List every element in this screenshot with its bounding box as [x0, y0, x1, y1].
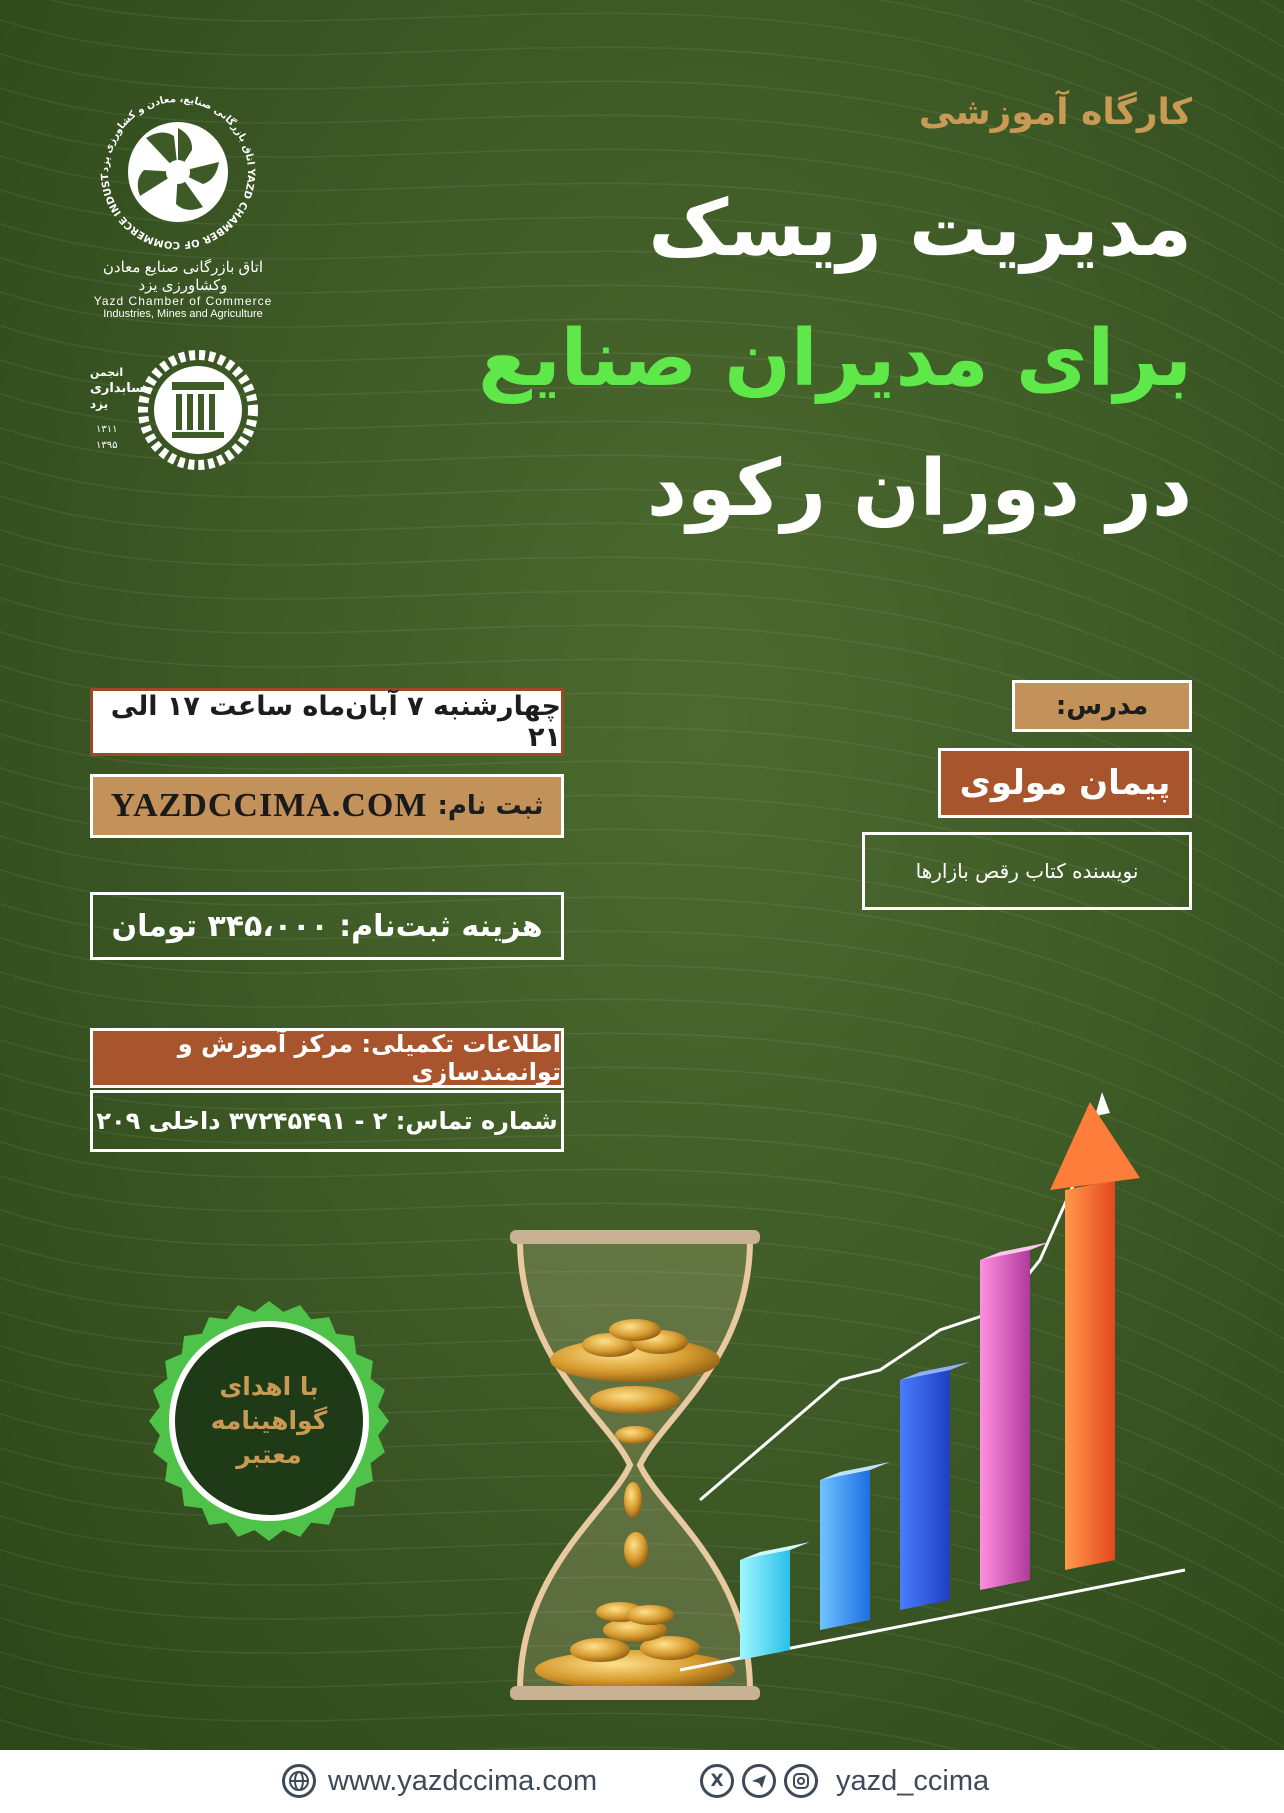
instructor-label-box — [1012, 680, 1192, 732]
telegram-icon[interactable] — [742, 1764, 776, 1798]
association-name-3: یزد — [90, 397, 109, 411]
chamber-name-en-2: Industries, Mines and Agriculture — [103, 308, 263, 320]
bar-pink — [980, 1242, 1050, 1590]
contact-text: شماره تماس: ۲ - ۳۷۲۴۵۴۹۱ داخلی ۲۰۹ — [96, 1107, 558, 1135]
badge-line-1: با اهدای — [219, 1372, 319, 1401]
instructor-bio: نویسنده کتاب رقص بازارها — [915, 859, 1139, 883]
association-name-2: حسابداری — [90, 381, 154, 396]
fee-box — [90, 892, 564, 960]
chamber-name-fa: اتاق بازرگانی صنایع معادن وکشاورزی یزد — [102, 259, 264, 294]
title-line-2: برای مدیران صنایع — [478, 314, 1192, 404]
badge-line-3: معتبر — [236, 1440, 302, 1469]
bar-cyan — [740, 1542, 810, 1660]
accounting-association-logo — [88, 340, 268, 480]
association-year-1: ۱۳۱۱ — [96, 424, 118, 435]
instructor-label: مدرس: — [1055, 691, 1149, 721]
association-emblem-icon — [88, 340, 268, 480]
growth-chart-illustration — [640, 1080, 1200, 1710]
association-year-2: ۱۳۹۵ — [96, 440, 118, 451]
chamber-ring-text: اتاق بازرگانی صنایع، معادن و کشاورزی یزد YAZD CHAMBER OF COMMERCE INDUST — [99, 93, 257, 251]
website-link[interactable]: www.yazdccima.com — [328, 1764, 598, 1797]
globe-icon — [282, 1764, 316, 1798]
badge-line-2: گواهینامه — [210, 1406, 328, 1435]
registration-label: ثبت نام: — [437, 791, 544, 821]
fee-text: هزینه ثبت‌نام: ۳۴۵،۰۰۰ تومان — [111, 908, 543, 944]
date-time-box — [90, 688, 564, 756]
instructor-bio-box — [862, 832, 1192, 910]
bar-orange-arrow — [1050, 1102, 1140, 1570]
registration-box — [90, 774, 564, 838]
certificate-badge — [148, 1300, 390, 1542]
info-text: اطلاعات تکمیلی: مرکز آموزش و توانمندسازی — [177, 1030, 561, 1086]
title-line-1: مدیریت ریسک — [648, 184, 1192, 274]
title-line-3: در دوران رکود — [646, 444, 1192, 534]
registration-site-link[interactable]: YAZDCCIMA.COM — [110, 787, 428, 824]
bar-light-blue — [820, 1462, 890, 1630]
date-time-text: چهارشنبه ۷ آبان‌ماه ساعت ۱۷ الی ۲۱ — [110, 691, 561, 753]
x-icon[interactable]: X — [700, 1764, 734, 1798]
info-box — [90, 1028, 564, 1088]
instructor-name-box — [938, 748, 1192, 818]
chamber-emblem-icon — [88, 92, 268, 252]
instagram-icon[interactable] — [784, 1764, 818, 1798]
social-handle[interactable]: yazd_ccima — [836, 1764, 990, 1797]
association-name-1: انجمن — [90, 366, 124, 379]
footer-website — [282, 1764, 597, 1798]
chamber-logo — [88, 92, 278, 320]
contact-box — [90, 1090, 564, 1152]
instructor-name: پیمان مولوی — [959, 763, 1171, 803]
footer-bar — [0, 1750, 1284, 1813]
footer-social — [700, 1764, 989, 1798]
bar-blue — [900, 1362, 970, 1610]
chamber-name-en-1: Yazd Chamber of Commerce — [93, 294, 273, 308]
workshop-kicker: کارگاه آموزشی — [918, 92, 1192, 133]
